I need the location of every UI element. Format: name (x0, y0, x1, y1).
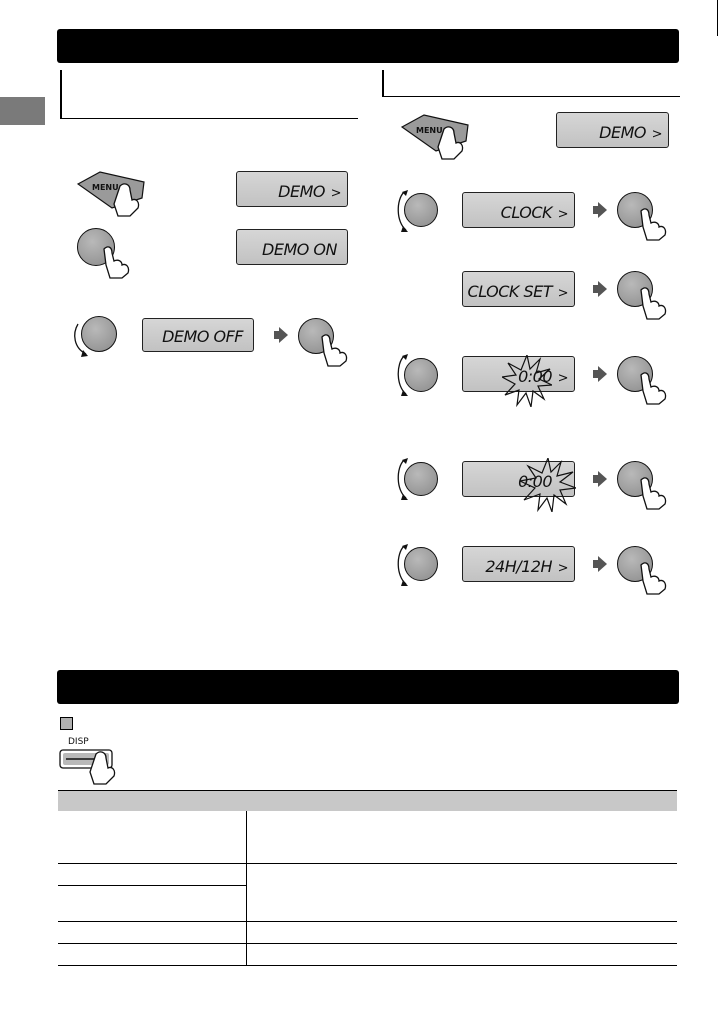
page-edge-line (717, 0, 718, 36)
blink-burst-icon (520, 458, 576, 512)
table-header-col2 (246, 791, 677, 812)
lcd-text: DEMO (599, 123, 646, 142)
press-hand-icon (318, 333, 352, 367)
disp-label: DISP (68, 737, 89, 747)
lcd-text: 24H/12H (485, 557, 552, 576)
table-cell (246, 944, 677, 966)
lcd-text: 0:00 (518, 472, 552, 491)
rotate-arrow-icon (394, 352, 418, 398)
rotate-arrow-icon (394, 188, 418, 234)
lcd-arrow-icon: > (330, 186, 341, 201)
lcd-arrow-icon: > (557, 286, 568, 301)
lcd-format (462, 546, 575, 582)
lcd-text: CLOCK (500, 203, 552, 222)
lcd-arrow-icon: > (557, 207, 568, 222)
lcd-text: DEMO OFF (162, 327, 243, 346)
press-hand-icon (637, 561, 671, 595)
disp-button-icon[interactable] (58, 734, 132, 786)
lcd-text: DEMO (278, 182, 325, 201)
table-cell (58, 864, 246, 886)
next-step-arrow-icon (279, 327, 288, 343)
menu-button-icon[interactable] (72, 168, 152, 218)
lcd-arrow-icon: > (557, 371, 568, 386)
next-step-arrow-icon (598, 202, 607, 218)
menu-label: MENU (92, 183, 119, 192)
blink-burst-icon (502, 355, 552, 407)
rotate-arrow-icon (394, 542, 418, 588)
table-cell (246, 864, 677, 922)
section-bar-top (57, 29, 679, 63)
lcd-clock (462, 192, 575, 228)
menu-button-icon[interactable] (396, 111, 476, 161)
menu-label: MENU (416, 126, 443, 135)
lcd-arrow-icon: > (557, 561, 568, 576)
press-hand-icon (637, 286, 671, 320)
section-bar-bottom (57, 670, 679, 704)
table-row (58, 864, 677, 886)
right-section-heading (382, 70, 680, 97)
lcd-arrow-icon: > (651, 127, 662, 142)
press-hand-icon (100, 245, 134, 279)
rotate-arrow-icon (72, 320, 102, 360)
display-info-table (58, 790, 677, 966)
lcd-demo-right (556, 112, 669, 148)
table-header-col1 (58, 791, 246, 812)
page-side-tab (0, 97, 45, 125)
lcd-clock-set (462, 271, 575, 307)
table-row (58, 944, 677, 966)
table-cell (246, 811, 677, 864)
lcd-text: CLOCK SET (467, 282, 552, 301)
table-cell (58, 922, 246, 944)
next-step-arrow-icon (598, 471, 607, 487)
lcd-demo-on (236, 229, 348, 265)
lcd-demo-left (236, 171, 348, 207)
next-step-arrow-icon (598, 366, 607, 382)
next-step-arrow-icon (598, 281, 607, 297)
table-cell (58, 811, 246, 864)
lcd-text: DEMO ON (262, 240, 337, 259)
lcd-demo-off (142, 318, 254, 352)
table-row (58, 922, 677, 944)
rotate-arrow-icon (394, 456, 418, 502)
table-cell (58, 944, 246, 966)
next-step-arrow-icon (598, 556, 607, 572)
table-cell (246, 922, 677, 944)
press-hand-icon (637, 476, 671, 510)
subsection-marker (60, 717, 73, 730)
table-cell (58, 886, 246, 922)
press-hand-icon (637, 371, 671, 405)
press-hand-icon (637, 207, 671, 241)
left-section-heading (60, 70, 358, 119)
lcd-text: 0:00 (518, 367, 552, 386)
table-row (58, 811, 677, 864)
